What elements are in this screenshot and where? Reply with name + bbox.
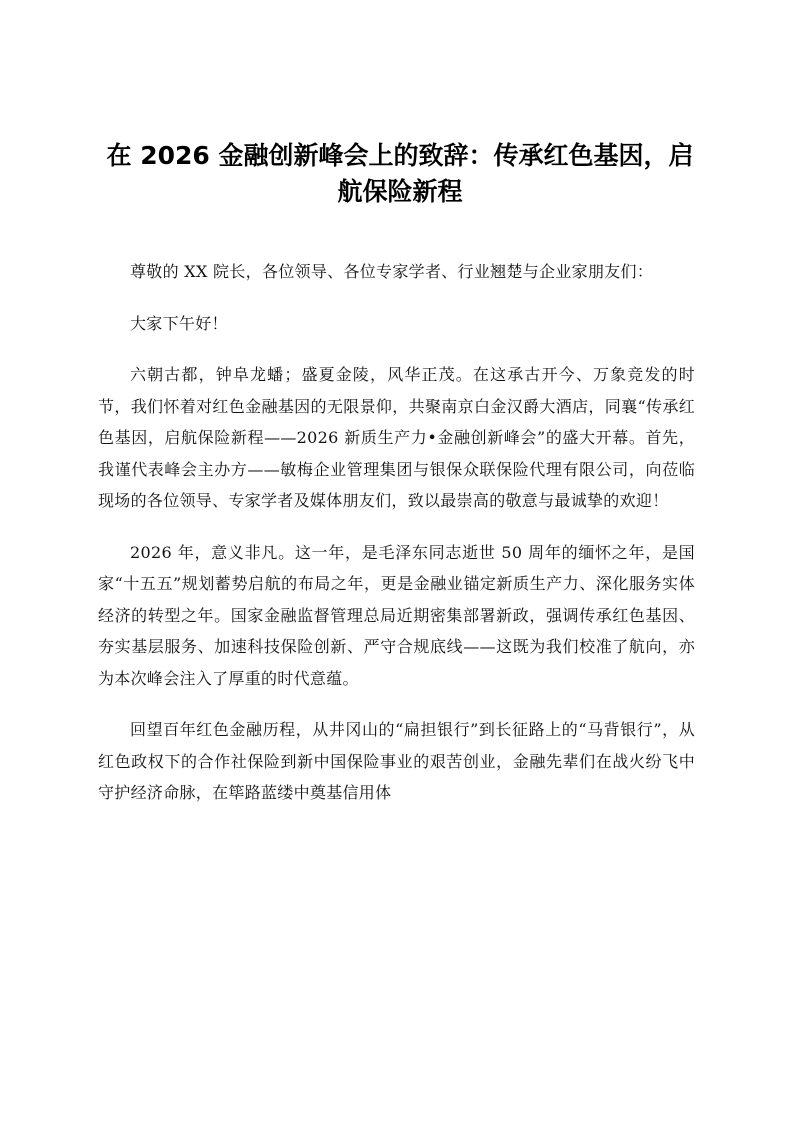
context-paragraph: 2026 年，意义非凡。这一年，是毛泽东同志逝世 50 周年的缅怀之年，是国家“十五五”规划蓄势启航的布局之年，更是金融业锚定新质生产力、深化服务实体经济的转型之年。国家金融监督管理总局近期密集部署新政，强调传承红色基因、夯实基层服务、加速科技保险创新、严守合规底线——这既为我们校准了航向，亦为本次峰会注入了厚重的时代意蕴。 (98, 542, 695, 688)
opening-paragraph: 六朝古都，钟阜龙蟠；盛夏金陵，风华正茂。在这承古开今、万象竞发的时节，我们怀着对红色金融基因的无限景仰，共聚南京白金汉爵大酒店，同襄“传承红色基因，启航保险新程——2026 新质生产力•金融创新峰会”的盛大开幕。首先，我谨代表峰会主办方——敏梅企业管理集团与银保众联保险代理有限公司，向莅临现场的各位领导、专家学者及媒体朋友们，致以最崇高的敬意与最诚挚的欢迎！ (98, 365, 695, 510)
document-body (98, 256, 695, 829)
salutation-paragraph: 尊敬的 XX 院长，各位领导、各位专家学者、行业翘楚与企业家朋友们： (130, 262, 654, 281)
greeting-paragraph: 大家下午好！ (130, 313, 228, 333)
document-title: 在 2026 金融创新峰会上的致辞：传承红色基因，启航保险新程 (106, 141, 694, 206)
history-paragraph: 回望百年红色金融历程，从井冈山的“扁担银行”到长征路上的“马背银行”，从红色政权下的合作社保险到新中国保险事业的艰苦创业，金融先辈们在战火纷飞中守护经济命脉，在筚路蓝缕中奠基信用体 (98, 720, 695, 802)
